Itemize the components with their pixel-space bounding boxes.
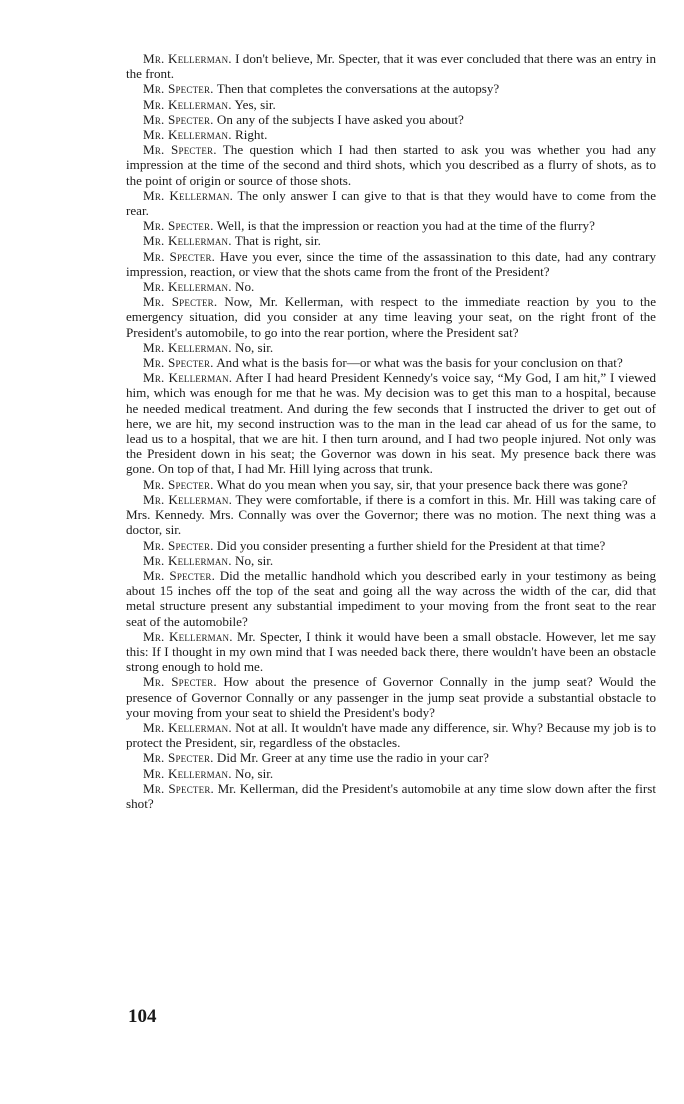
testimony-paragraph — [126, 750, 656, 765]
speaker-name: Mr. Specter. — [143, 294, 218, 310]
paragraph-text: Not at all. It wouldn't have made any difference, sir. Why? Because my job is to protect the President, sir, regardless of the obstacles. — [126, 719, 656, 751]
testimony-paragraph — [126, 629, 656, 675]
speaker-name: Mr. Specter. — [143, 567, 216, 583]
testimony-paragraph — [126, 112, 656, 127]
paragraph-text: Then that completes the conversations at the autopsy? — [213, 81, 500, 97]
paragraph-text: No, sir. — [231, 552, 274, 568]
paragraph-text: Mr. Kellerman, did the President's automobile at any time slow down after the first shot? — [126, 780, 656, 811]
paragraph-text: Mr. Specter, I think it would have been a small obstacle. However, let me say this: If I thought in my own mind that I was needed back there, there wouldn't have been an obstacle strong enough to hold me. — [126, 628, 656, 675]
speaker-name: Mr. Kellerman. — [143, 96, 232, 112]
paragraph-text: I don't believe, Mr. Specter, that it was ever concluded that there was an entry in the front. — [126, 51, 656, 82]
paragraph-text: The question which I had then started to ask you was whether you had any impression at the time of the second and third shots, which you described as a flurry of shots, as to the point of origin or source of those shots. — [126, 142, 656, 188]
speaker-name: Mr. Specter. — [143, 674, 217, 690]
testimony-paragraph — [126, 97, 656, 112]
speaker-name: Mr. Kellerman. — [143, 233, 232, 249]
testimony-paragraph — [126, 81, 656, 96]
testimony-paragraph — [126, 218, 656, 233]
paragraph-text: No, sir. — [231, 339, 274, 355]
testimony-paragraph — [126, 51, 656, 81]
paragraph-text: Well, is that the impression or reaction you had at the time of the flurry? — [213, 218, 595, 234]
speaker-name: Mr. Specter. — [143, 111, 214, 127]
paragraph-text: No, sir. — [231, 765, 274, 781]
speaker-name: Mr. Kellerman. — [143, 187, 234, 203]
testimony-paragraph — [126, 492, 656, 538]
testimony-paragraph — [126, 720, 656, 750]
testimony-paragraph — [126, 781, 656, 811]
speaker-name: Mr. Specter. — [143, 81, 214, 97]
speaker-name: Mr. Kellerman. — [143, 370, 233, 386]
paragraph-text: On any of the subjects I have asked you about? — [213, 111, 464, 127]
speaker-name: Mr. Specter. — [143, 476, 214, 492]
testimony-transcript — [126, 51, 656, 811]
testimony-paragraph — [126, 538, 656, 553]
paragraph-text: What do you mean when you say, sir, that your presence back there was gone? — [213, 476, 628, 492]
testimony-paragraph — [126, 188, 656, 218]
testimony-paragraph — [126, 279, 656, 294]
speaker-name: Mr. Specter. — [143, 218, 214, 234]
speaker-name: Mr. Kellerman. — [143, 127, 232, 143]
paragraph-text: Yes, sir. — [231, 96, 276, 112]
paragraph-text: The only answer I can give to that is that they would have to come from the rear. — [126, 187, 657, 219]
speaker-name: Mr. Kellerman. — [143, 339, 232, 355]
testimony-paragraph — [126, 477, 656, 492]
paragraph-text: Right. — [231, 127, 268, 143]
paragraph-text: No. — [231, 279, 255, 295]
speaker-name: Mr. Kellerman. — [143, 628, 233, 644]
paragraph-text: How about the presence of Governor Connally in the jump seat? Would the presence of Governor Connally or any passenger in the jump seat provide a substantial obstacle to your moving from your seat to shield the President's body? — [126, 674, 656, 720]
paragraph-text: After I had heard President Kennedy's voice say, “My God, I am hit,” I viewed him, which was enough for me that he was. My decision was to get this man to a hospital, because he needed medical treatment. And during the few seconds that I instructed the driver to get out of here, we are hit, my second instruction was to the man in the lead car ahead of us for the same, to lead us to a hospital, that we are hit. I then turn around, and I had two people injured. Not only was the President down in his seat; the Governor was down in his seat. My presence back there was gone. On top of that, I had Mr. Hill lying across that trunk. — [126, 370, 656, 477]
testimony-paragraph — [126, 249, 656, 279]
testimony-paragraph — [126, 766, 656, 781]
speaker-name: Mr. Kellerman. — [143, 491, 233, 507]
speaker-name: Mr. Kellerman. — [143, 719, 232, 735]
paragraph-text: They were comfortable, if there is a comfort in this. Mr. Hill was taking care of Mrs. Kennedy. Mrs. Connally was over the Governor; there was no motion. The next thing was a doctor, sir. — [126, 491, 657, 538]
paragraph-text: Did Mr. Greer at any time use the radio in your car? — [213, 750, 489, 766]
paragraph-text: That is right, sir. — [231, 233, 321, 249]
testimony-paragraph — [126, 674, 656, 720]
testimony-paragraph — [126, 340, 656, 355]
speaker-name: Mr. Specter. — [143, 248, 216, 264]
testimony-paragraph — [126, 370, 656, 476]
paragraph-text: And what is the basis for—or what was the basis for your conclusion on that? — [213, 355, 623, 371]
speaker-name: Mr. Kellerman. — [143, 51, 232, 66]
testimony-paragraph — [126, 142, 656, 188]
testimony-paragraph — [126, 233, 656, 248]
paragraph-text: Have you ever, since the time of the assassination to this date, had any contrary impression, reaction, or view that the shots came from the front of the President? — [126, 248, 657, 279]
speaker-name: Mr. Specter. — [143, 750, 214, 766]
speaker-name: Mr. Kellerman. — [143, 279, 232, 295]
testimony-paragraph — [126, 127, 656, 142]
page-number: 104 — [128, 1006, 157, 1027]
speaker-name: Mr. Specter. — [143, 142, 217, 158]
paragraph-text: Did the metallic handhold which you described early in your testimony as being about 15 inches off the top of the seat and going all the way across the width of the car, did that metal structure present any substantial impediment to your moving from the front seat to the rear seat of the automobile? — [126, 567, 656, 629]
testimony-paragraph — [126, 553, 656, 568]
speaker-name: Mr. Specter. — [143, 355, 214, 371]
speaker-name: Mr. Kellerman. — [143, 552, 232, 568]
speaker-name: Mr. Kellerman. — [143, 765, 232, 781]
paragraph-text: Now, Mr. Kellerman, with respect to the immediate reaction by you to the emergency situation, did you consider at any time leaving your seat, on the right front of the President's automobile, to go into the rear portion, where the President sat? — [126, 294, 657, 340]
testimony-paragraph — [126, 568, 656, 629]
testimony-paragraph — [126, 294, 656, 340]
speaker-name: Mr. Specter. — [143, 780, 214, 796]
paragraph-text: Did you consider presenting a further shield for the President at that time? — [213, 537, 606, 553]
speaker-name: Mr. Specter. — [143, 537, 214, 553]
testimony-paragraph — [126, 355, 656, 370]
